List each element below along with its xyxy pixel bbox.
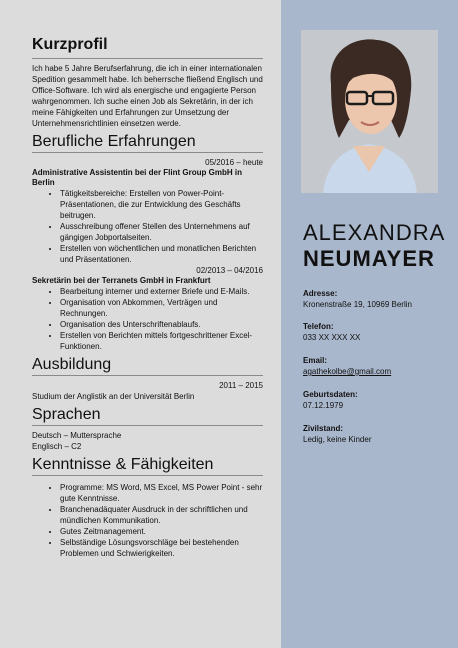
contact-address — [303, 288, 443, 310]
profile-text: Ich habe 5 Jahre Berufserfahrung, die ich in einer internationalen Spedition gesammelt habe. Ich beherrsche fließend Englisch und Office-Software. Ich wird als energische und engagierte Person wahrgenommen. Ich suche einen Job als Sekretärin, in der ich meine Fähigkeiten und Erfahrungen zur Umsetzung der Unternehmensrichtlinien einsetzen werde. — [32, 64, 263, 128]
divider — [32, 58, 263, 59]
job-title: Administrative Assistentin bei der Flint Group GmbH in Berlin — [32, 168, 242, 187]
skills-section — [32, 456, 263, 559]
phone-value: 033 XX XXX XX — [303, 333, 361, 342]
birth-label: Geburtsdaten: — [303, 390, 358, 399]
language-item: Deutsch – Muttersprache — [32, 431, 122, 440]
list-item: • Bearbeitung interner und externer Briefe und E-Mails. — [60, 286, 263, 297]
education-heading: Ausbildung — [32, 356, 112, 373]
portrait-image — [301, 30, 438, 193]
job-date: 02/2013 – 04/2016 — [196, 266, 263, 275]
birth-value: 07.12.1979 — [303, 401, 344, 410]
contact-status — [303, 423, 443, 445]
email-link[interactable]: agathekolbe@gmail.com — [303, 367, 392, 376]
contact-email — [303, 355, 443, 377]
divider — [32, 475, 263, 476]
language-item: Englisch – C2 — [32, 442, 82, 451]
education-date: 2011 – 2015 — [219, 381, 263, 390]
profile-photo — [301, 30, 438, 193]
last-name: NEUMAYER — [303, 246, 435, 271]
email-label: Email: — [303, 356, 328, 365]
address-label: Adresse: — [303, 289, 338, 298]
job-bullets — [32, 188, 263, 265]
status-label: Zivilstand: — [303, 424, 344, 433]
list-item: • Organisation des Unterschriftenablaufs. — [60, 319, 263, 330]
divider — [32, 152, 263, 153]
education-text: Studium der Anglistik an der Universität Berlin — [32, 392, 195, 401]
list-item: • Ausschreibung offener Stellen des Unternehmens auf gängigen Jobportalseiten. — [60, 221, 263, 243]
list-item: • Programme: MS Word, MS Excel, MS Power Point - sehr gute Kenntnisse. — [60, 482, 263, 504]
education-section — [32, 356, 263, 402]
status-value: Ledig, keine Kinder — [303, 435, 372, 444]
languages-heading: Sprachen — [32, 406, 101, 423]
experience-section — [32, 133, 263, 352]
first-name: ALEXANDRA — [303, 220, 446, 245]
job-title: Sekretärin bei der Terranets GmbH in Frankfurt — [32, 276, 211, 285]
skills-heading: Kenntnisse & Fähigkeiten — [32, 456, 214, 473]
experience-heading: Berufliche Erfahrungen — [32, 133, 196, 150]
list-item: • Organisation von Abkommen, Verträgen und Rechnungen. — [60, 297, 263, 319]
contact-birth — [303, 389, 443, 411]
list-item: • Branchenadäquater Ausdruck in der schriftlichen und mündlichen Kommunikation. — [60, 504, 263, 526]
list-item: • Tätigkeitsbereiche: Erstellen von Power-Point-Präsentationen, die zur Entwicklung des Geschäfts beitrugen. — [60, 188, 263, 221]
list-item: • Erstellen von wöchentlichen und monatlichen Berichten und Präsentationen. — [60, 243, 263, 265]
left-content — [32, 36, 263, 559]
skills-bullets — [32, 482, 263, 559]
job-date: 05/2016 – heute — [205, 158, 263, 167]
contact-phone — [303, 321, 443, 343]
divider — [32, 375, 263, 376]
divider — [32, 425, 263, 426]
address-value: Kronenstraße 19, 10969 Berlin — [303, 300, 412, 309]
languages-section — [32, 406, 263, 452]
list-item: • Erstellen von Berichten mittels fortgeschrittener Excel-Funktionen. — [60, 330, 263, 352]
list-item: • Gutes Zeitmanagement. — [60, 526, 263, 537]
list-item: • Selbständige Lösungsvorschläge bei bestehenden Problemen und Schwierigkeiten. — [60, 537, 263, 559]
job-bullets — [32, 286, 263, 352]
profile-heading: Kurzprofil — [32, 36, 108, 53]
phone-label: Telefon: — [303, 322, 334, 331]
